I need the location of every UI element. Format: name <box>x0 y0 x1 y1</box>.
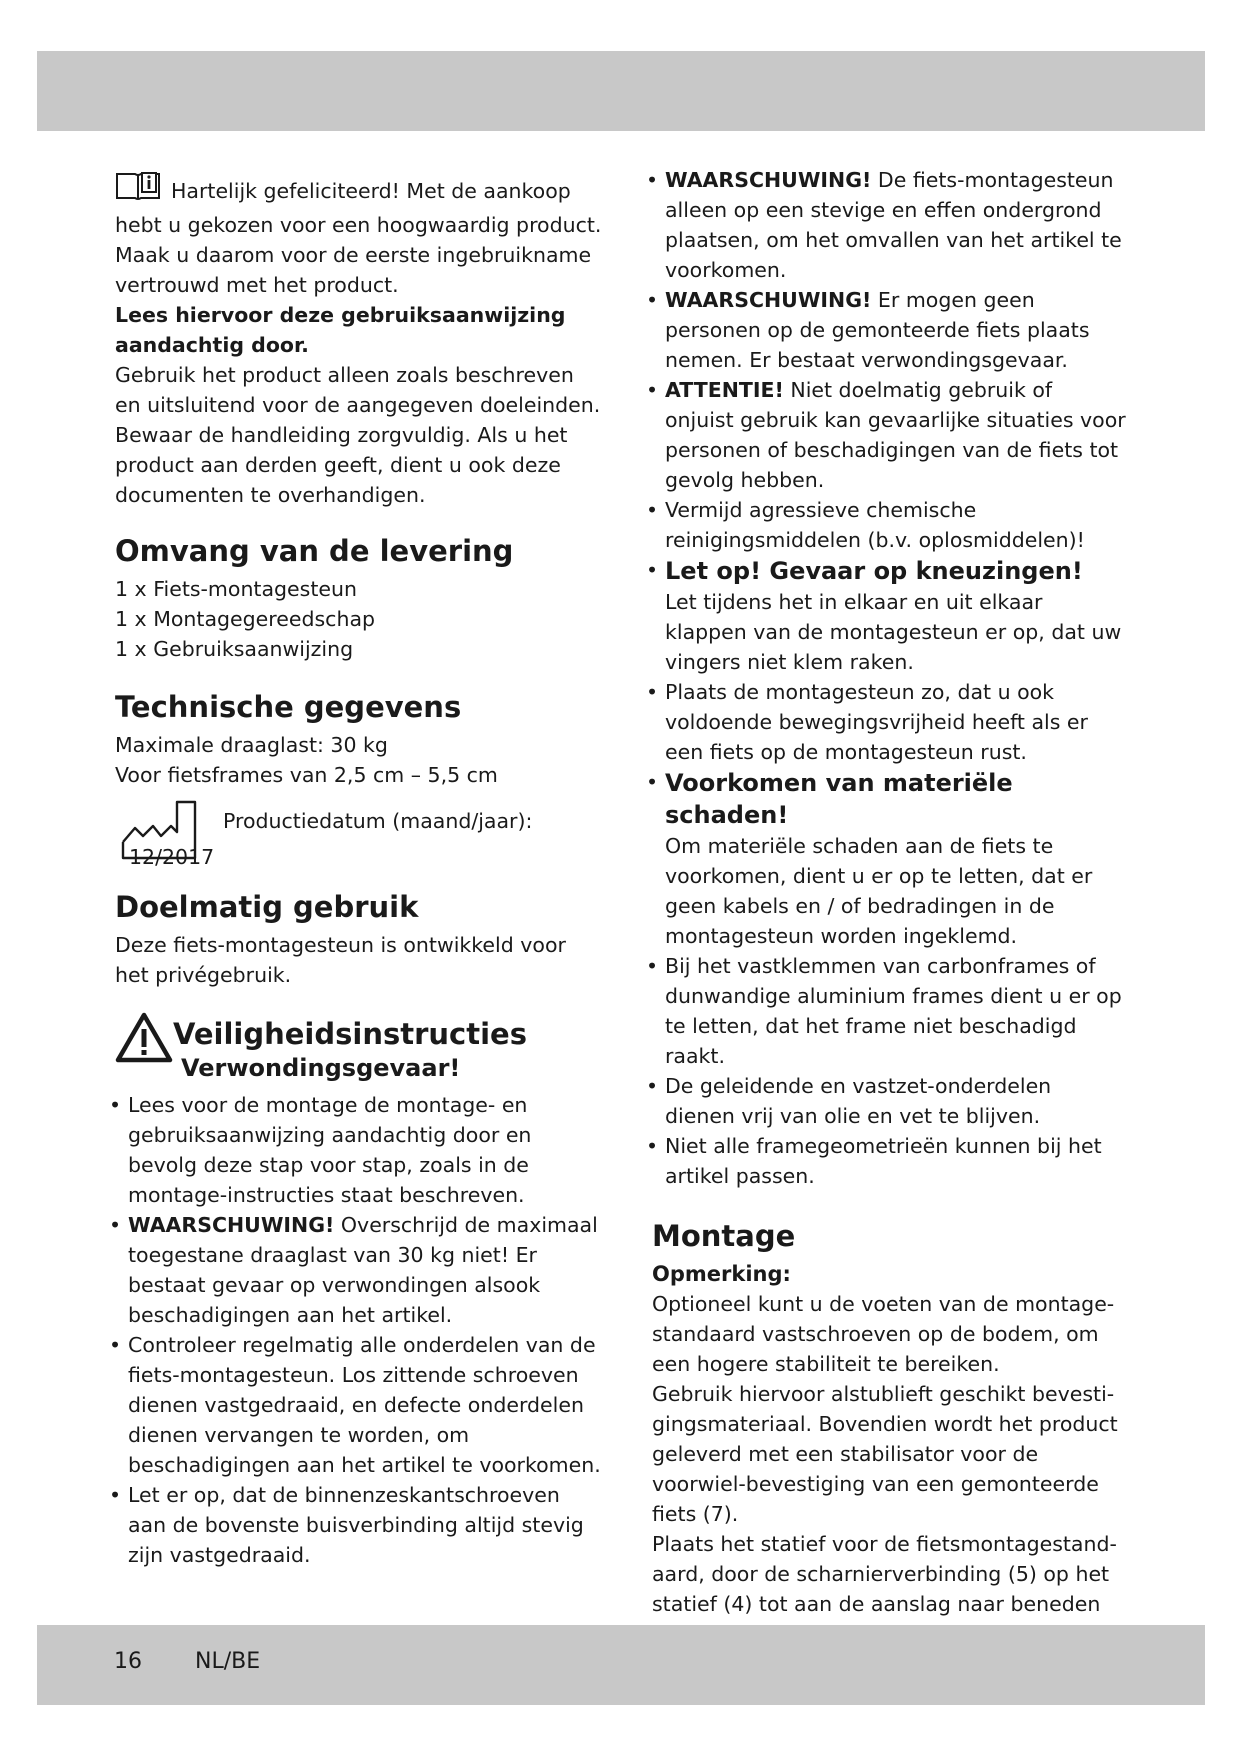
safety-item <box>652 951 1127 1071</box>
safety-item <box>652 1071 1127 1131</box>
read-instructions-text: Lees hiervoor deze gebruiksaanwijzing aandachtig door. <box>115 303 566 357</box>
intro-text: Hartelijk gefeliciteerd! Met de aankoop hebt u gekozen voor een hoogwaardig product. Maak u daarom voor de eerste ingebruikname vertrouwd met het product. <box>115 179 602 297</box>
safety-item-text: Niet doelmatig gebruik of onjuist gebruik kan gevaarlijke situaties voor personen of beschadigingen van de fiets tot gevolg hebben. <box>665 378 1126 492</box>
safety-item <box>115 1090 602 1210</box>
safety-item-lead: ATTENTIE! <box>665 378 784 402</box>
production-label: Productiedatum (maand/jaar): <box>223 809 533 833</box>
montage-note-label: Opmerking: <box>652 1262 791 1286</box>
safety-item-lead: WAARSCHUWING! <box>665 288 872 312</box>
warning-triangle-icon <box>115 1012 173 1072</box>
page-number: 16 <box>114 1649 142 1674</box>
safety-item-lead: WAARSCHUWING! <box>128 1213 335 1237</box>
damage-warning-title: Voorkomen van materiële schaden! <box>665 769 1013 829</box>
header-band <box>37 51 1205 131</box>
safety-item-text: Niet alle framegeometrieën kunnen bij het artikel passen. <box>665 1134 1102 1188</box>
damage-warning-text: Om materiële schaden aan de fiets te voorkomen, dient u er op te letten, dat er geen kabels en / of bedradingen in de montagesteun worden ingeklemd. <box>665 834 1093 948</box>
safety-title: Veiligheidsinstructies <box>173 1017 527 1051</box>
safety-list-right <box>652 165 1127 1191</box>
safety-item <box>652 1131 1127 1191</box>
right-column <box>652 165 1127 1649</box>
intro-paragraph <box>115 170 602 300</box>
pinch-warning <box>652 555 1127 677</box>
delivery-title: Omvang van de levering <box>115 534 514 568</box>
safety-item-text: Vermijd agressieve chemische reinigingsmiddelen (b.v. oplosmiddelen)! <box>665 498 1085 552</box>
safety-item <box>652 375 1127 495</box>
safety-item-text: Bij het vastklemmen van carbonframes of dunwandige aluminium frames dient u er op te letten, dat het frame niet beschadigd raakt. <box>665 954 1122 1068</box>
damage-warning <box>652 767 1127 951</box>
tech-line: Maximale draaglast: 30 kg <box>115 733 388 757</box>
production-date-block <box>115 798 602 874</box>
montage-paragraph: Gebruik hiervoor alstublieft geschikt bevesti-gingsmateriaal. Bovendien wordt het product geleverd met een stabilisator voor de voorwiel-bevestiging van een gemonteerde fiets (7). <box>652 1382 1118 1526</box>
delivery-item: 1 x Gebruiksaanwijzing <box>115 637 354 661</box>
language-code: NL/BE <box>195 1649 261 1674</box>
safety-item <box>115 1330 602 1480</box>
safety-item <box>652 677 1127 767</box>
safety-item-text: Er mogen geen personen op de gemonteerde fiets plaats nemen. Er bestaat verwondingsgevaar. <box>665 288 1090 372</box>
safety-item-text: Overschrijd de maximaal toegestane draaglast van 30 kg niet! Er bestaat gevaar op verwondingen alsook beschadigingen aan het artikel. <box>128 1213 598 1327</box>
montage-paragraph: Optioneel kunt u de voeten van de montage-standaard vastschroeven op de bodem, om een hogere stabiliteit te bereiken. <box>652 1292 1115 1376</box>
delivery-item: 1 x Fiets-montagesteun <box>115 577 357 601</box>
montage-paragraph: Plaats het statief voor de fietsmontagestand-aard, door de scharnierverbinding (5) op het statief (4) tot aan de aanslag naar beneden <box>652 1532 1117 1616</box>
safety-item-lead: WAARSCHUWING! <box>665 168 872 192</box>
safety-item-text: De fiets-montagesteun alleen op een stevige en effen ondergrond plaatsen, om het omvallen van het artikel te voorkomen. <box>665 168 1122 282</box>
safety-item <box>115 1210 602 1330</box>
delivery-item: 1 x Montagegereedschap <box>115 607 376 631</box>
footer-band <box>37 1625 1205 1705</box>
info-book-icon <box>115 170 161 210</box>
left-column <box>115 170 602 1570</box>
pinch-warning-text: Let tijdens het in elkaar en uit elkaar klappen van de montagesteun er op, dat uw vingers niet klem raken. <box>665 590 1122 674</box>
safety-item <box>652 285 1127 375</box>
use-title: Doelmatig gebruik <box>115 890 419 924</box>
pinch-warning-title: Let op! Gevaar op kneuzingen! <box>665 557 1083 585</box>
safety-list-left <box>115 1090 602 1570</box>
intro-usage-text: Gebruik het product alleen zoals beschreven en uitsluitend voor de aangegeven doeleinden. Bewaar de handleiding zorgvuldig. Als u het product aan derden geeft, dient u ook deze documenten te overhandigen. <box>115 363 601 507</box>
tech-title: Technische gegevens <box>115 690 462 724</box>
production-date: 12/2017 <box>129 845 215 869</box>
safety-item-text: Lees voor de montage de montage- en gebruiksaanwijzing aandachtig door en bevolg deze stap voor stap, zoals in de montage-instructies staat beschreven. <box>128 1093 532 1207</box>
safety-item <box>115 1480 602 1570</box>
use-text: Deze fiets-montagesteun is ontwikkeld voor het privégebruik. <box>115 933 566 987</box>
safety-item <box>652 165 1127 285</box>
safety-subtitle: Verwondingsgevaar! <box>181 1054 461 1082</box>
montage-title: Montage <box>652 1219 796 1253</box>
tech-line: Voor fietsframes van 2,5 cm – 5,5 cm <box>115 763 498 787</box>
safety-item-text: De geleidende en vastzet-onderdelen dienen vrij van olie en vet te blijven. <box>665 1074 1052 1128</box>
safety-item-text: Let er op, dat de binnenzeskantschroeven aan de bovenste buisverbinding altijd stevig zijn vastgedraaid. <box>128 1483 584 1567</box>
safety-heading <box>115 1012 602 1090</box>
safety-item <box>652 495 1127 555</box>
safety-item-text: Plaats de montagesteun zo, dat u ook voldoende bewegingsvrijheid heeft als er een fiets op de montagesteun rust. <box>665 680 1088 764</box>
safety-item-text: Controleer regelmatig alle onderdelen van de fiets-montagesteun. Los zittende schroeven dienen vastgedraaid, en defecte onderdelen dienen vervangen te worden, om beschadigingen aan het artikel te voorkomen. <box>128 1333 601 1477</box>
